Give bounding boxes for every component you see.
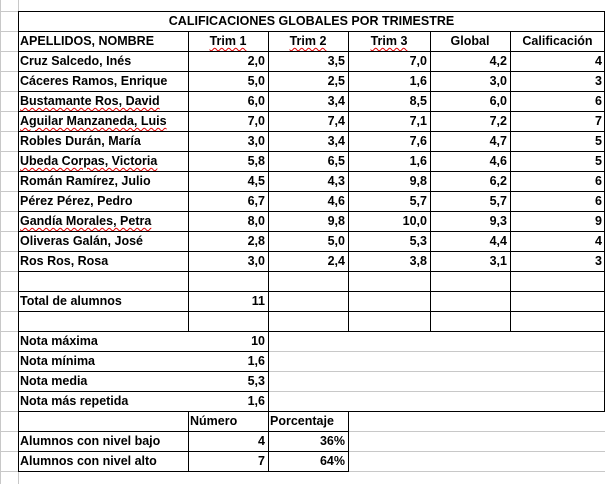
trim2-cell[interactable]: 9,8 [327,214,345,228]
student-name[interactable]: Ros Ros, Rosa [20,254,109,268]
global-cell[interactable]: 6,0 [489,94,507,108]
cell-border [18,71,604,72]
trim3-cell[interactable]: 3,8 [409,254,427,268]
global-cell[interactable]: 7,2 [489,114,507,128]
trim3-cell[interactable]: 10,0 [402,214,427,228]
column-header-text: Trim 2 [289,34,327,48]
calificacion-cell[interactable]: 6 [595,174,602,188]
student-name[interactable]: Cáceres Ramos, Enrique [20,74,168,88]
cell-border [18,31,604,32]
mean-value[interactable]: 5,3 [247,374,265,388]
trim2-cell[interactable]: 5,0 [327,234,345,248]
mean-label[interactable]: Nota media [20,374,88,388]
global-cell[interactable]: 4,7 [489,134,507,148]
student-name[interactable]: Román Ramírez, Julio [20,174,151,188]
column-header[interactable]: APELLIDOS, NOMBRE [20,34,155,48]
trim3-cell[interactable]: 7,6 [409,134,427,148]
mode-value[interactable]: 1,6 [247,394,265,408]
trim3-cell[interactable]: 7,0 [409,54,427,68]
global-cell[interactable]: 5,7 [489,194,507,208]
cell-border [18,51,604,52]
global-cell[interactable]: 3,0 [489,74,507,88]
sheet-title[interactable]: CALIFICACIONES GLOBALES POR TRIMESTRE [168,14,455,28]
high-level-label[interactable]: Alumnos con nivel alto [20,454,157,468]
student-name[interactable]: Oliveras Galán, José [20,234,143,248]
column-header[interactable]: Global [450,34,490,48]
cell-border [268,31,269,472]
cell-border [18,351,268,352]
trim1-cell[interactable]: 4,5 [247,174,265,188]
trim2-cell[interactable]: 6,5 [327,154,345,168]
student-name[interactable] [18,211,188,231]
student-name[interactable] [18,111,188,131]
global-cell[interactable]: 4,6 [489,154,507,168]
total-value[interactable]: 11 [251,294,265,308]
high-level-pct[interactable]: 64% [319,454,345,468]
trim1-cell[interactable]: 7,0 [247,114,265,128]
trim3-cell[interactable]: 9,8 [409,174,427,188]
calificacion-cell[interactable]: 5 [595,134,602,148]
cell-border [18,211,604,212]
trim2-cell[interactable]: 3,5 [327,54,345,68]
trim2-cell[interactable]: 2,4 [327,254,345,268]
global-cell[interactable]: 3,1 [489,254,507,268]
column-header[interactable] [268,31,348,51]
student-name-text: Gandía Morales, Petra [20,214,152,228]
trim1-cell[interactable]: 5,0 [247,74,265,88]
calificacion-cell[interactable]: 6 [595,194,602,208]
global-cell[interactable]: 4,2 [489,54,507,68]
cell-border [18,131,604,132]
cell-border [18,291,604,292]
cell-border [18,271,604,272]
student-name[interactable] [18,91,188,111]
cell-border [18,171,604,172]
trim3-cell[interactable]: 8,5 [409,94,427,108]
cell-border [18,11,604,12]
cell-border [188,411,189,472]
global-cell[interactable]: 9,3 [489,214,507,228]
cell-border [348,31,349,332]
cell-border [18,431,348,432]
cell-border [18,371,268,372]
trim2-cell[interactable]: 4,6 [327,194,345,208]
calificacion-cell[interactable]: 3 [595,74,602,88]
calificacion-cell[interactable]: 4 [595,234,602,248]
max-value[interactable]: 10 [251,334,265,348]
calificacion-cell[interactable]: 3 [595,254,602,268]
cell-border [18,471,348,472]
trim1-cell[interactable]: 5,8 [247,154,265,168]
trim1-cell[interactable]: 3,0 [247,254,265,268]
cell-border [18,91,604,92]
calificacion-cell[interactable]: 7 [595,114,602,128]
low-level-count[interactable]: 4 [258,434,265,448]
trim3-cell[interactable]: 1,6 [409,74,427,88]
cell-border [18,451,348,452]
cell-border [18,231,604,232]
min-value[interactable]: 1,6 [247,354,265,368]
max-label[interactable]: Nota máxima [20,334,98,348]
calificacion-cell[interactable]: 9 [595,214,602,228]
column-header-text: Trim 3 [370,34,408,48]
cell-border [18,191,604,192]
cell-border [430,31,431,332]
total-label[interactable]: Total de alumnos [20,294,122,308]
student-name[interactable]: Robles Durán, María [20,134,141,148]
trim3-cell[interactable]: 7,1 [409,114,427,128]
trim1-cell[interactable]: 2,8 [247,234,265,248]
student-name-text: Ubeda Corpas, Victoria [20,154,158,168]
cell-border [18,311,604,312]
calificacion-cell[interactable]: 5 [595,154,602,168]
trim2-cell[interactable]: 7,4 [327,114,345,128]
student-name[interactable]: Cruz Salcedo, Inés [20,54,132,68]
low-level-label[interactable]: Alumnos con nivel bajo [20,434,161,448]
student-name-text: Aguilar Manzaneda, Luis [20,114,167,128]
low-level-pct[interactable]: 36% [319,434,345,448]
trim2-cell[interactable]: 2,5 [327,74,345,88]
column-header[interactable] [348,31,430,51]
cell-border [18,11,19,472]
student-name[interactable] [18,151,188,171]
trim1-cell[interactable]: 6,0 [247,94,265,108]
column-header[interactable]: Calificación [522,34,593,48]
global-cell[interactable]: 4,4 [489,234,507,248]
mode-label[interactable]: Nota más repetida [20,394,129,408]
trim2-cell[interactable]: 4,3 [327,174,345,188]
cell-border [18,411,604,412]
cell-border [0,0,1,484]
calificacion-cell[interactable]: 6 [595,94,602,108]
cell-border [18,111,604,112]
calificacion-cell[interactable]: 4 [595,54,602,68]
trim1-cell[interactable]: 8,0 [247,214,265,228]
cell-border [18,251,604,252]
student-name-text: Bustamante Ros, David [20,94,160,108]
trim1-cell[interactable]: 3,0 [247,134,265,148]
column-header-text: Trim 1 [209,34,247,48]
trim3-cell[interactable]: 1,6 [409,154,427,168]
cell-border [188,31,189,332]
trim1-cell[interactable]: 6,7 [247,194,265,208]
cell-border [18,391,268,392]
student-name[interactable]: Pérez Pérez, Pedro [20,194,133,208]
min-label[interactable]: Nota mínima [20,354,96,368]
cell-border [18,151,604,152]
trim2-cell[interactable]: 3,4 [327,94,345,108]
column-header[interactable] [188,31,268,51]
numero-header[interactable]: Número [190,414,238,428]
trim3-cell[interactable]: 5,7 [409,194,427,208]
porcentaje-header[interactable]: Porcentaje [270,414,334,428]
trim3-cell[interactable]: 5,3 [409,234,427,248]
trim2-cell[interactable]: 3,4 [327,134,345,148]
cell-border [348,411,349,472]
global-cell[interactable]: 6,2 [489,174,507,188]
cell-border [18,331,604,332]
high-level-count[interactable]: 7 [258,454,265,468]
trim1-cell[interactable]: 2,0 [247,54,265,68]
cell-border [510,31,511,332]
